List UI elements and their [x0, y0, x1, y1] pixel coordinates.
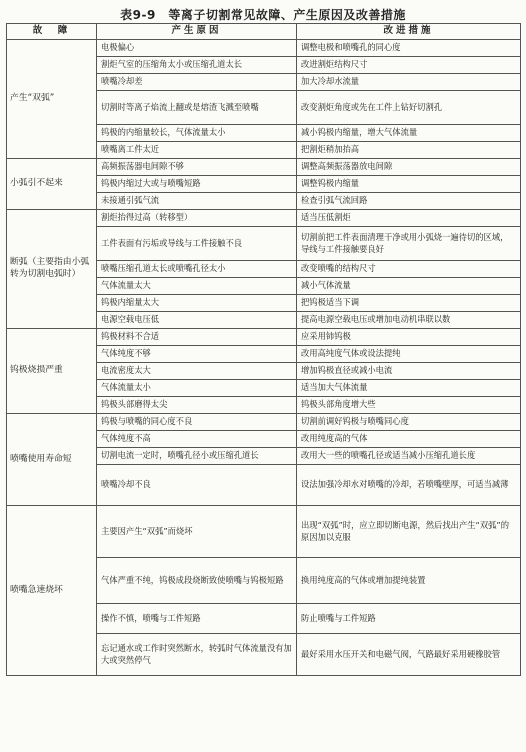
fault-cell: 产生“双弧”: [7, 40, 97, 159]
fix-cell: 改变喷嘴的结构尺寸: [297, 261, 521, 278]
table-row: [7, 40, 521, 57]
table-header-row: [7, 24, 521, 40]
cause-cell: 高频振荡器电间隙不够: [97, 159, 297, 176]
fix-cell: 改用纯度高的气体: [297, 431, 521, 448]
fix-cell: 把割炬稍加抬高: [297, 142, 521, 159]
fault-cell: 小弧引不起来: [7, 159, 97, 210]
cause-cell: 切割电流一定时，喷嘴孔径小或压缩孔道长: [97, 448, 297, 465]
fix-cell: 提高电源空载电压或增加电动机串联以数: [297, 312, 521, 329]
table-body: [7, 40, 521, 676]
cause-cell: 钨极内缩量太大: [97, 295, 297, 312]
header-cause: 产生原因: [97, 24, 297, 40]
cause-cell: 气体纯度不高: [97, 431, 297, 448]
fault-cell: 喷嘴使用寿命短: [7, 414, 97, 506]
fault-table: [6, 23, 521, 676]
fault-cell: 钨极烧损严重: [7, 329, 97, 414]
cause-cell: 钨极材料不合适: [97, 329, 297, 346]
cause-cell: 电流密度太大: [97, 363, 297, 380]
cause-cell: 工件表面有污垢或导线与工件接触不良: [97, 227, 297, 261]
fix-cell: 调整钨极内缩量: [297, 176, 521, 193]
cause-cell: 切割时等离子焰流上翻或是熔渣飞溅至喷嘴: [97, 91, 297, 125]
cause-cell: 割炬抬得过高（转移型）: [97, 210, 297, 227]
cause-cell: 主要因产生“双弧”而烧坏: [97, 506, 297, 558]
fault-cell: 断弧（主要指由小弧转为切割电弧时）: [7, 210, 97, 329]
fix-cell: 改用高纯度气体或设法提纯: [297, 346, 521, 363]
table-title: 表9-9 等离子切割常见故障、产生原因及改善措施: [120, 8, 406, 22]
fix-cell: 减小钨极内缩量，增大气体流量: [297, 125, 521, 142]
fix-cell: 适当加大气体流量: [297, 380, 521, 397]
cause-cell: 钨极内缩过大或与喷嘴短路: [97, 176, 297, 193]
table-row: [7, 506, 521, 558]
fix-cell: 加大冷却水流量: [297, 74, 521, 91]
fix-cell: 增加钨极直径或减小电流: [297, 363, 521, 380]
cause-cell: 气体纯度不够: [97, 346, 297, 363]
fix-cell: 最好采用水压开关和电磁气阀，气路最好采用硬橡胶管: [297, 634, 521, 676]
fix-cell: 切割前把工件表面清理干净或用小弧烧一遍待切的区域，导线与工件接触要良好: [297, 227, 521, 261]
fix-cell: 防止喷嘴与工件短路: [297, 604, 521, 634]
fix-cell: 适当压低割炬: [297, 210, 521, 227]
cause-cell: 喷嘴冷却差: [97, 74, 297, 91]
fix-cell: 调整高频振荡器放电间隙: [297, 159, 521, 176]
cause-cell: 气体流量太小: [97, 380, 297, 397]
fix-cell: 改变割炬角度或先在工件上钻好切割孔: [297, 91, 521, 125]
table-row: [7, 329, 521, 346]
cause-cell: 钨极的内缩量较长，气体流量太小: [97, 125, 297, 142]
cause-cell: 喷嘴压缩孔道太长或喷嘴孔径太小: [97, 261, 297, 278]
fix-cell: 换用纯度高的气体或增加提纯装置: [297, 558, 521, 604]
cause-cell: 操作不慎，喷嘴与工件短路: [97, 604, 297, 634]
fix-cell: 检查引弧气流回路: [297, 193, 521, 210]
cause-cell: 喷嘴冷却不良: [97, 465, 297, 506]
fix-cell: 钨极头部角度增大些: [297, 397, 521, 414]
header-fix: 改进措施: [297, 24, 521, 40]
cause-cell: 喷嘴离工件太近: [97, 142, 297, 159]
cause-cell: 割炬气室的压缩角太小或压缩孔道太长: [97, 57, 297, 74]
fault-cell: 喷嘴急速烧坏: [7, 506, 97, 676]
cause-cell: 气体流量太大: [97, 278, 297, 295]
cause-cell: 未接通引弧气流: [97, 193, 297, 210]
cause-cell: 电源空载电压低: [97, 312, 297, 329]
table-row: [7, 210, 521, 227]
header-fault: 故 障: [7, 24, 97, 40]
fix-cell: 改用大一些的喷嘴孔径或适当减小压缩孔道长度: [297, 448, 521, 465]
table-row: [7, 414, 521, 431]
fix-cell: 调整电极和喷嘴孔的同心度: [297, 40, 521, 57]
fix-cell: 应采用铈钨极: [297, 329, 521, 346]
fix-cell: 减小气体流量: [297, 278, 521, 295]
cause-cell: 气体严重不纯，钨极成段烧断致使喷嘴与钨极短路: [97, 558, 297, 604]
cause-cell: 钨极与喷嘴的同心度不良: [97, 414, 297, 431]
fix-cell: 把钨极适当下调: [297, 295, 521, 312]
fix-cell: 改进割炬结构尺寸: [297, 57, 521, 74]
cause-cell: 电极偏心: [97, 40, 297, 57]
fix-cell: 切割前调好钨极与喷嘴同心度: [297, 414, 521, 431]
fix-cell: 出现“双弧”时，应立即切断电源，然后找出产生“双弧”的原因加以克服: [297, 506, 521, 558]
table-row: [7, 159, 521, 176]
cause-cell: 钨极头部磨得太尖: [97, 397, 297, 414]
fix-cell: 设法加强冷却水对喷嘴的冷却，若喷嘴壁厚，可适当减薄: [297, 465, 521, 506]
cause-cell: 忘记通水或工作时突然断水，转弧时气体流量没有加大或突然停气: [97, 634, 297, 676]
